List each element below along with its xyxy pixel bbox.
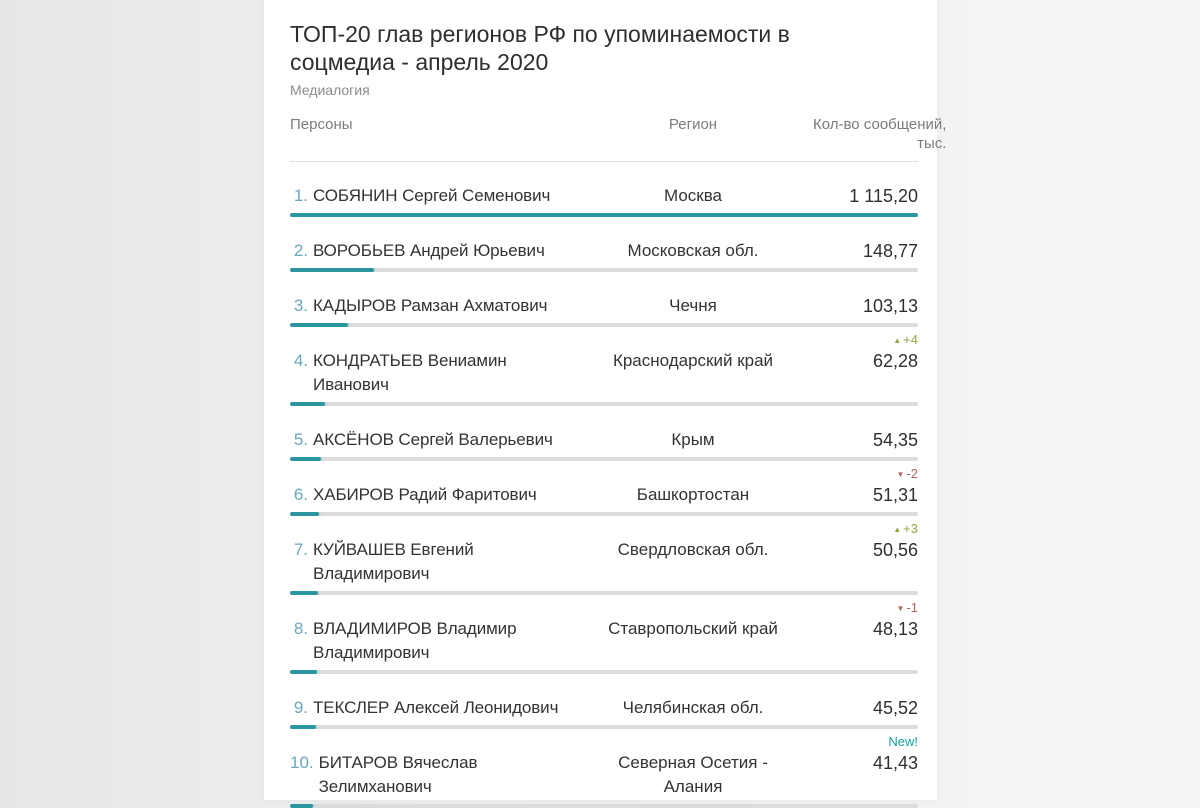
region-cell (573, 751, 813, 799)
row-rank: 6. (293, 485, 308, 504)
row-rank: 8. (293, 619, 308, 638)
row-name: ВЛАДИМИРОВ Владимир Владимирович (313, 619, 517, 662)
row-columns (290, 483, 918, 507)
column-header-count (813, 115, 946, 153)
row-name: СОБЯНИН Сергей Семенович (313, 186, 551, 205)
progress-bar (290, 402, 918, 406)
table-row (290, 696, 918, 729)
progress-fill (290, 213, 918, 217)
row-region: Краснодарский край (612, 351, 774, 370)
region-cell (573, 428, 813, 452)
progress-fill (290, 323, 348, 327)
row-region: Чечня (669, 296, 717, 315)
ranking-table-body (290, 184, 918, 808)
progress-fill (290, 670, 317, 674)
progress-fill (290, 457, 321, 461)
row-rank: 10. (290, 753, 314, 772)
row-columns (290, 239, 918, 263)
column-header-count-line1: Кол-во сообщений, (813, 116, 947, 133)
progress-bar (290, 670, 918, 674)
row-name: КУЙВАШЕВ Евгений Владимирович (313, 540, 474, 583)
row-value: 50,56 (872, 540, 918, 560)
progress-fill (290, 591, 318, 595)
row-region: Московская обл. (627, 241, 759, 260)
region-cell (573, 349, 813, 373)
progress-bar (290, 512, 918, 516)
region-cell (573, 294, 813, 318)
table-row (290, 332, 918, 406)
table-row (290, 521, 918, 595)
region-cell (573, 538, 813, 562)
row-columns (290, 294, 918, 318)
row-value: 1 115,20 (849, 186, 918, 206)
progress-fill (290, 725, 316, 729)
row-rank: 3. (293, 296, 308, 315)
person-cell (290, 349, 573, 397)
person-cell (290, 483, 573, 507)
person-cell (290, 696, 573, 720)
up-arrow-icon: ▲ (893, 336, 902, 345)
progress-bar (290, 725, 918, 729)
progress-fill (290, 512, 319, 516)
progress-bar (290, 323, 918, 327)
row-value: 48,13 (872, 619, 918, 639)
region-cell (573, 696, 813, 720)
down-arrow-icon: ▼ (896, 470, 905, 479)
table-row (290, 600, 918, 674)
column-header-region: Регион (668, 116, 718, 133)
table-row (290, 239, 918, 272)
row-rank: 9. (293, 698, 308, 717)
row-rank: 1. (293, 186, 308, 205)
row-name: ХАБИРОВ Радий Фаритович (313, 485, 537, 504)
row-region: Ставропольский край (608, 619, 778, 638)
row-value: 148,77 (862, 241, 918, 261)
region-cell (573, 239, 813, 263)
down-arrow-icon: ▼ (896, 604, 905, 613)
row-name: ВОРОБЬЕВ Андрей Юрьевич (313, 241, 545, 260)
row-region: Крым (671, 430, 715, 449)
infographic-card (264, 0, 947, 800)
person-cell (290, 294, 573, 318)
row-columns (290, 617, 918, 665)
row-region: Башкортостан (636, 485, 750, 504)
column-header-count-line2: тыс. (917, 135, 947, 152)
progress-fill (290, 402, 325, 406)
page-title: ТОП-20 глав регионов РФ по упоминаемости в соцмедиа - апрель 2020 (290, 21, 790, 75)
row-value: 103,13 (862, 296, 918, 316)
row-value: 41,43 (872, 753, 918, 773)
row-value: 54,35 (872, 430, 918, 450)
row-region: Северная Осетия - Алания (618, 753, 768, 796)
row-region: Москва (663, 186, 723, 205)
person-cell (290, 428, 573, 452)
row-rank: 7. (293, 540, 308, 559)
table-header (290, 115, 947, 162)
source-label: Медиалогия (290, 82, 370, 98)
progress-bar (290, 591, 918, 595)
table-row (290, 428, 918, 461)
progress-bar (290, 457, 918, 461)
row-value: 62,28 (872, 351, 918, 371)
change-badge: ▼ -1 (896, 600, 918, 615)
row-columns (290, 696, 918, 720)
table-row (290, 294, 918, 327)
person-cell (290, 239, 573, 263)
row-columns (290, 751, 918, 799)
row-rank: 4. (293, 351, 308, 370)
region-cell (573, 483, 813, 507)
row-rank: 2. (293, 241, 308, 260)
table-row (290, 184, 918, 217)
table-row (290, 734, 918, 808)
person-cell (290, 538, 573, 586)
change-badge: ▲ +4 (893, 332, 918, 347)
progress-bar (290, 213, 918, 217)
row-columns (290, 349, 918, 397)
change-badge: ▼ -2 (896, 466, 918, 481)
row-columns (290, 184, 918, 208)
row-name: АКСЁНОВ Сергей Валерьевич (313, 430, 553, 449)
person-cell (290, 751, 573, 799)
row-value: 45,52 (872, 698, 918, 718)
region-cell (573, 617, 813, 641)
change-badge: New! (888, 734, 918, 749)
row-name: КОНДРАТЬЕВ Вениамин Иванович (313, 351, 507, 394)
change-badge: ▲ +3 (893, 521, 918, 536)
progress-bar (290, 268, 918, 272)
region-cell (573, 184, 813, 208)
progress-fill (290, 804, 313, 808)
table-row (290, 466, 918, 516)
row-region: Челябинская обл. (622, 698, 764, 717)
person-cell (290, 184, 573, 208)
row-value: 51,31 (872, 485, 918, 505)
row-name: КАДЫРОВ Рамзан Ахматович (313, 296, 548, 315)
person-cell (290, 617, 573, 665)
row-columns (290, 428, 918, 452)
row-name: БИТАРОВ Вячеслав Зелимханович (318, 753, 478, 796)
row-rank: 5. (293, 430, 308, 449)
progress-fill (290, 268, 374, 272)
row-columns (290, 538, 918, 586)
row-name: ТЕКСЛЕР Алексей Леонидович (313, 698, 559, 717)
column-header-persons: Персоны (290, 116, 353, 133)
progress-bar (290, 804, 918, 808)
row-region: Свердловская обл. (617, 540, 769, 559)
up-arrow-icon: ▲ (893, 525, 902, 534)
